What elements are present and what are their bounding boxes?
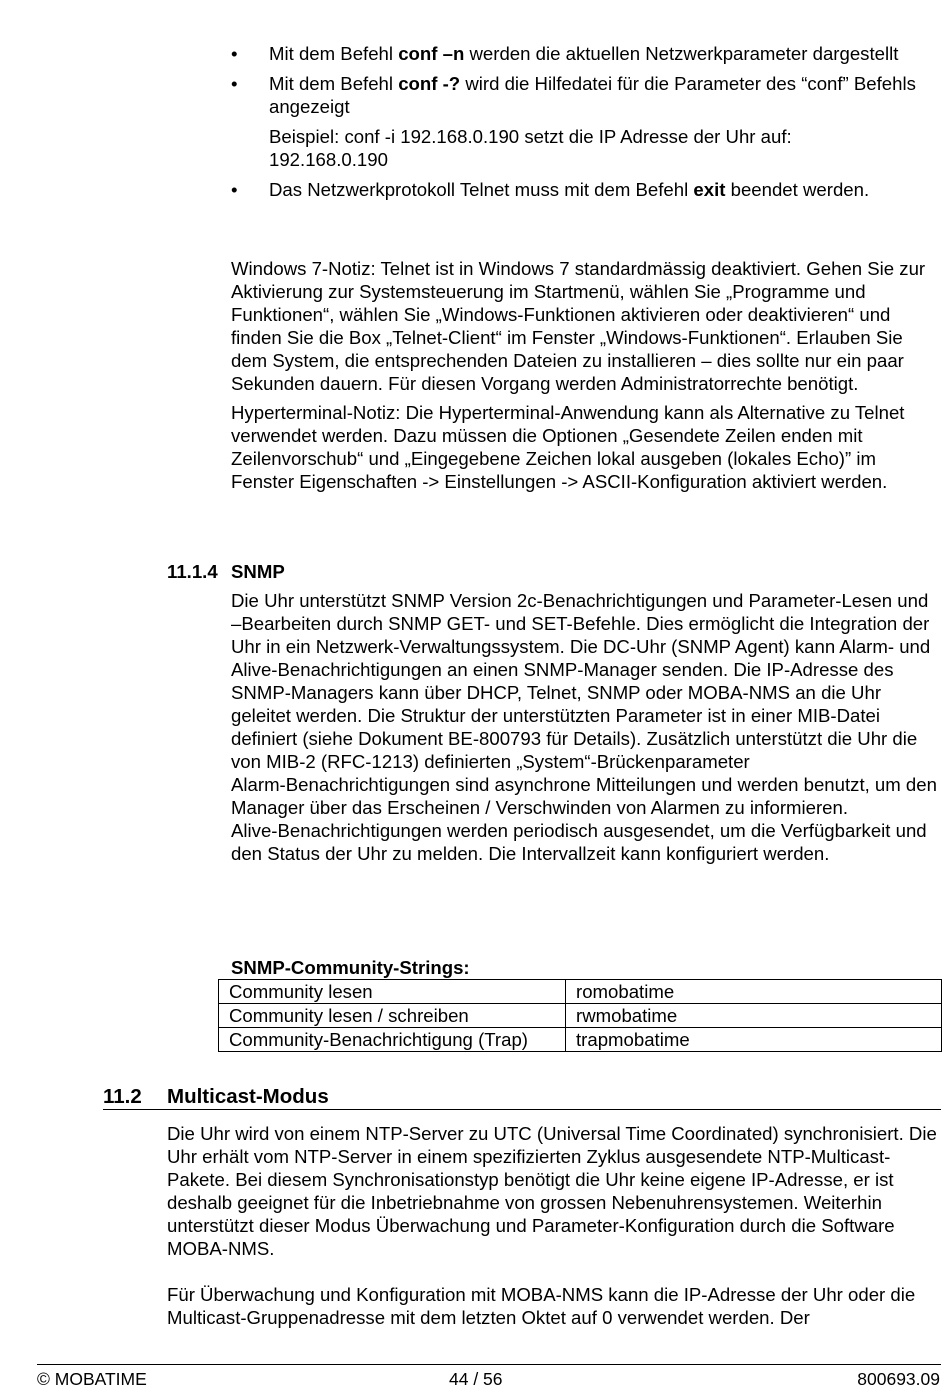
- community-label: Community-Benachrichtigung (Trap): [219, 1028, 566, 1052]
- community-value: romobatime: [566, 980, 942, 1004]
- multicast-section-number: 11.2: [103, 1085, 142, 1108]
- snmp-paragraph-2: Alarm-Benachrichtigungen sind asynchrone Mitteilungen und werden benutzt, um den Manager über das Erscheinen / Verschwinden von Alarmen zu informieren.: [231, 774, 937, 818]
- community-value: rwmobatime: [566, 1004, 942, 1028]
- community-strings-table: [218, 979, 942, 1052]
- command-text: conf -?: [398, 73, 461, 94]
- community-value: trapmobatime: [566, 1028, 942, 1052]
- bullet-icon: •: [231, 73, 238, 94]
- command-text: exit: [693, 179, 726, 200]
- snmp-section-title: SNMP: [231, 561, 285, 582]
- table-row: [219, 1028, 942, 1052]
- table-row: [219, 1004, 942, 1028]
- snmp-paragraph-1: Die Uhr unterstützt SNMP Version 2c-Benachrichtigungen und Parameter-Lesen und –Bearbeiten durch SNMP GET- und SET-Befehle. Dies ermöglicht die Integration der Uhr in ein Netzwerk-Verwaltungssystem. Die DC-Uhr (SNMP Agent) kann Alarm- und Alive-Benachrichtigungen an einen SNMP-Manager senden. Die IP-Adresse des SNMP-Managers kann über DHCP, Telnet, SNMP oder MOBA-NMS an die Uhr geleitet werden. Die Struktur der unterstützten Parameter ist in einer MIB-Datei definiert (siehe Dokument BE-800793 für Details). Zusätzlich unterstützt die Uhr die von MIB-2 (RFC-1213) definierten „System“-Brückenparameter: [231, 590, 931, 772]
- command-text: conf –n: [398, 43, 465, 64]
- example-text: Beispiel: conf -i 192.168.0.190 setzt die IP Adresse der Uhr auf: 192.168.0.190: [269, 126, 792, 170]
- community-label: Community lesen: [219, 980, 566, 1004]
- footer-rule: [37, 1364, 941, 1365]
- table-row: [219, 980, 942, 1004]
- snmp-paragraph-3: Alive-Benachrichtigungen werden periodisch ausgesendet, um die Verfügbarkeit und den Status der Uhr zu melden. Die Intervallzeit kann konfiguriert werden.: [231, 820, 927, 864]
- list-item: • Mit dem Befehl conf -? wird die Hilfedatei für die Parameter des “conf” Befehls angezeigt: [231, 73, 916, 117]
- snmp-section-number: 11.1.4: [167, 561, 218, 582]
- document-number: 800693.09: [857, 1369, 940, 1389]
- community-strings-title: SNMP-Community-Strings:: [231, 957, 470, 978]
- multicast-paragraph-1: Die Uhr wird von einem NTP-Server zu UTC (Universal Time Coordinated) synchronisiert. Die Uhr erhält vom NTP-Server in einem spezifizierten Zyklus ausgesendete NTP-Multicast-Pakete. Bei diesem Synchronisationstyp benötigt die Uhr keine eigene IP-Adresse, er ist deshalb geeignet für die Inbetriebnahme von grossen Nebenuhrensystemen. Weiterhin unterstützt dieser Modus Überwachung und Parameter-Konfiguration durch die Software MOBA-NMS.: [167, 1123, 937, 1259]
- section-divider: [103, 1109, 941, 1110]
- multicast-body: [167, 1122, 941, 1329]
- hyperterminal-note: Hyperterminal-Notiz: Die Hyperterminal-Anwendung kann als Alternative zu Telnet verwendet werden. Dazu müssen die Optionen „Gesendete Zeilen enden mit Zeilenvorschub“ und „Eingegebene Zeichen lokal ausgeben (lokales Echo)” im Fenster Eigenschaften -> Einstellungen -> ASCII-Konfiguration aktiviert werden.: [231, 402, 905, 492]
- command-list: [231, 42, 921, 208]
- footer-copyright: © MOBATIME: [37, 1369, 147, 1389]
- list-item: • Das Netzwerkprotokoll Telnet muss mit dem Befehl exit beendet werden.: [231, 179, 870, 200]
- snmp-body: [231, 589, 943, 865]
- windows7-note: Windows 7-Notiz: Telnet ist in Windows 7 standardmässig deaktiviert. Gehen Sie zur Aktivierung zur Systemsteuerung im Startmenü, wählen Sie „Programme und Funktionen“, wählen Sie „Windows-Funktionen aktivieren oder deaktivieren“ und finden Sie die Box „Telnet-Client“ im Fenster „Windows-Funktionen“. Erlauben Sie dem System, die entsprechenden Dateien zu installieren – dies sollte nur ein paar Sekunden dauern. Für diesen Vorgang werden Administratorrechte benötigt.: [231, 258, 926, 394]
- bullet-icon: •: [231, 43, 238, 64]
- page-number: 44 / 56: [449, 1369, 503, 1389]
- community-label: Community lesen / schreiben: [219, 1004, 566, 1028]
- multicast-paragraph-2: Für Überwachung und Konfiguration mit MOBA-NMS kann die IP-Adresse der Uhr oder die Multicast-Gruppenadresse mit dem letzten Oktet auf 0 verwendet werden. Der: [167, 1284, 916, 1328]
- bullet-icon: •: [231, 179, 238, 200]
- notes-block: [231, 257, 941, 499]
- list-item: • Mit dem Befehl conf –n werden die aktuellen Netzwerkparameter dargestellt: [231, 43, 899, 64]
- multicast-section-title: Multicast-Modus: [167, 1085, 329, 1108]
